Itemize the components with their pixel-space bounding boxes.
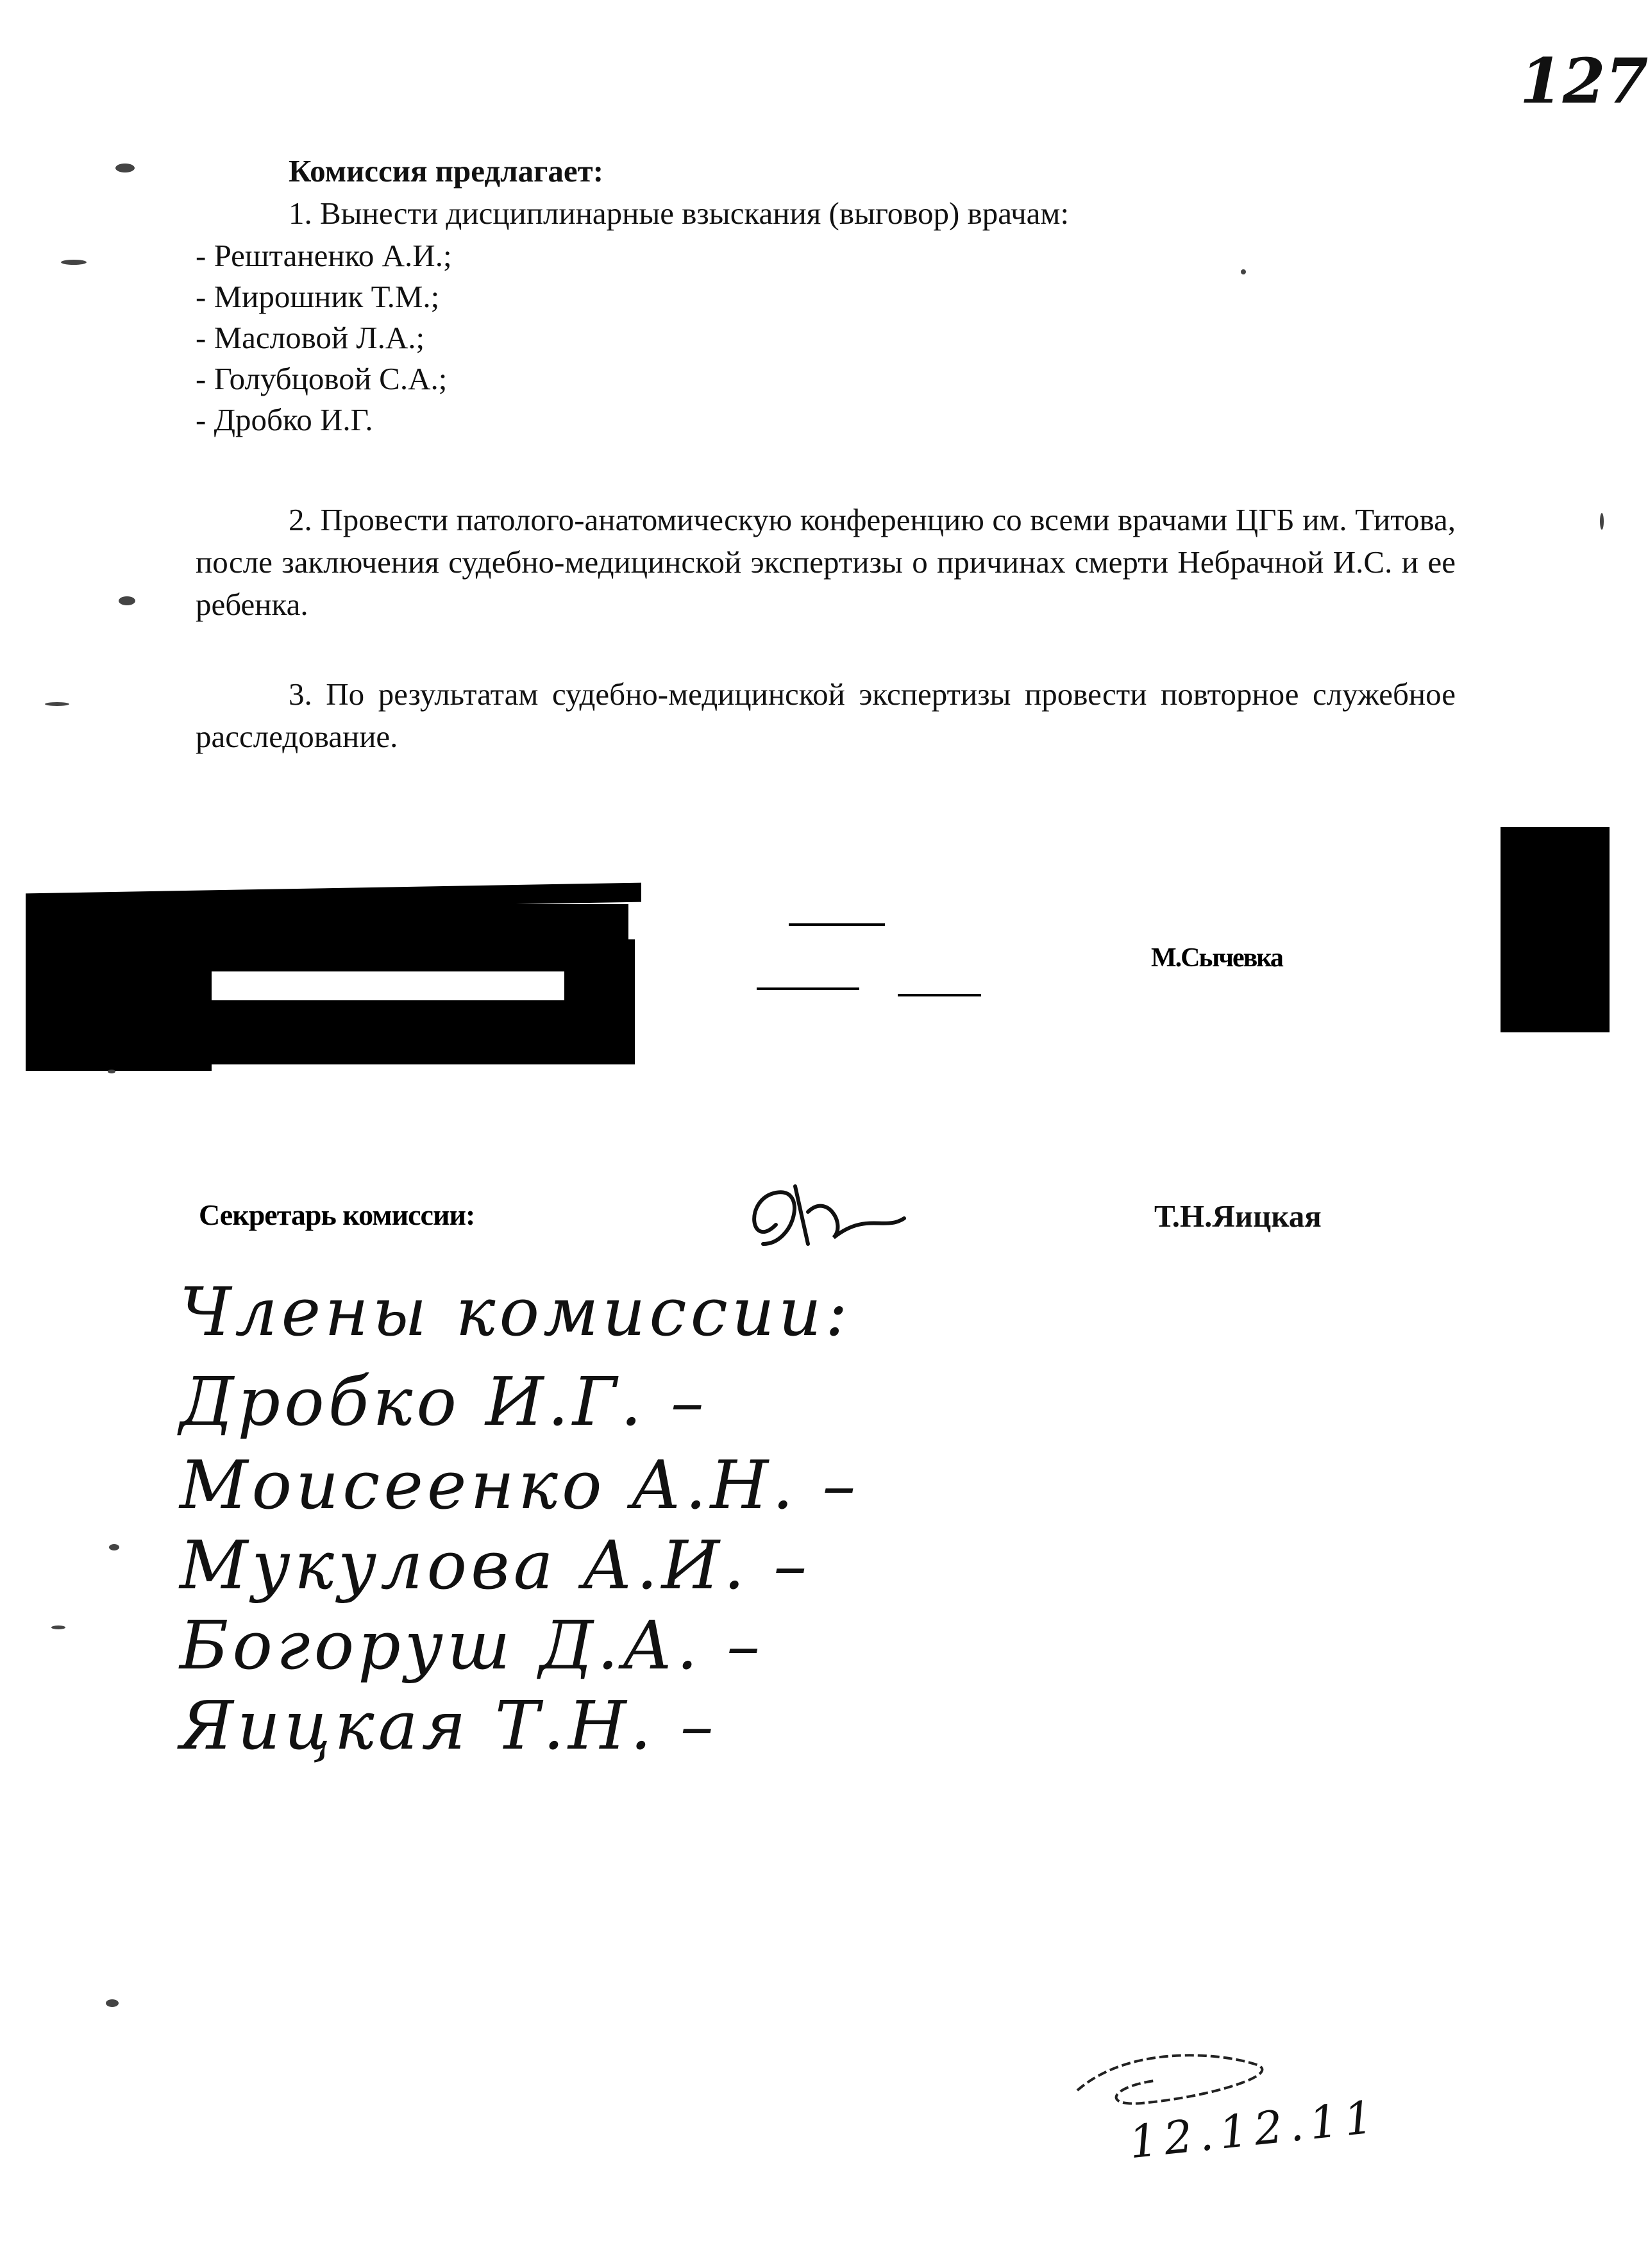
handwritten-line: Мукулова А.И. –	[180, 1526, 811, 1604]
heading: Комиссия предлагает:	[289, 153, 604, 189]
signature-label: Секретарь комиссии:	[199, 1198, 475, 1231]
handwritten-heading: Члены комиссии:	[180, 1273, 852, 1351]
signature-scribble	[737, 1148, 943, 1263]
handwritten-line: Моисеенко А.Н. –	[180, 1446, 860, 1524]
item-2-paragraph: 2. Провести патолого-анатомическую конференцию со всеми врачами ЦГБ им. Титова, после заключения судебно-медицинской экспертизы о причинах смерти Небрачной И.С. и ее ребенка.	[196, 502, 1456, 622]
handwritten-line: Яицкая Т.Н. –	[180, 1686, 718, 1765]
item-3-paragraph: 3. По результатам судебно-медицинской экспертизы провести повторное служебное расследование.	[196, 676, 1456, 754]
redacted-fragment: М.Сычевка	[1151, 943, 1282, 973]
signature-name: Т.Н.Яицкая	[1154, 1198, 1322, 1234]
list-item: - Масловой Л.А.;	[196, 320, 425, 355]
stamp-date: 12.12.11	[1126, 2090, 1382, 2169]
list-item: - Голубцовой С.А.;	[196, 361, 448, 396]
handwritten-line: Дробко И.Г. –	[180, 1363, 708, 1441]
handwritten-line: Богоруш Д.А. –	[180, 1606, 764, 1684]
item-1-text: 1. Вынести дисциплинарные взыскания (выговор) врачам:	[289, 196, 1070, 231]
list-item: - Рештаненко А.И.;	[196, 238, 452, 273]
list-item: - Дробко И.Г.	[196, 402, 373, 437]
page-number: 127	[1520, 45, 1648, 117]
list-item: - Мирошник Т.М.;	[196, 279, 440, 314]
